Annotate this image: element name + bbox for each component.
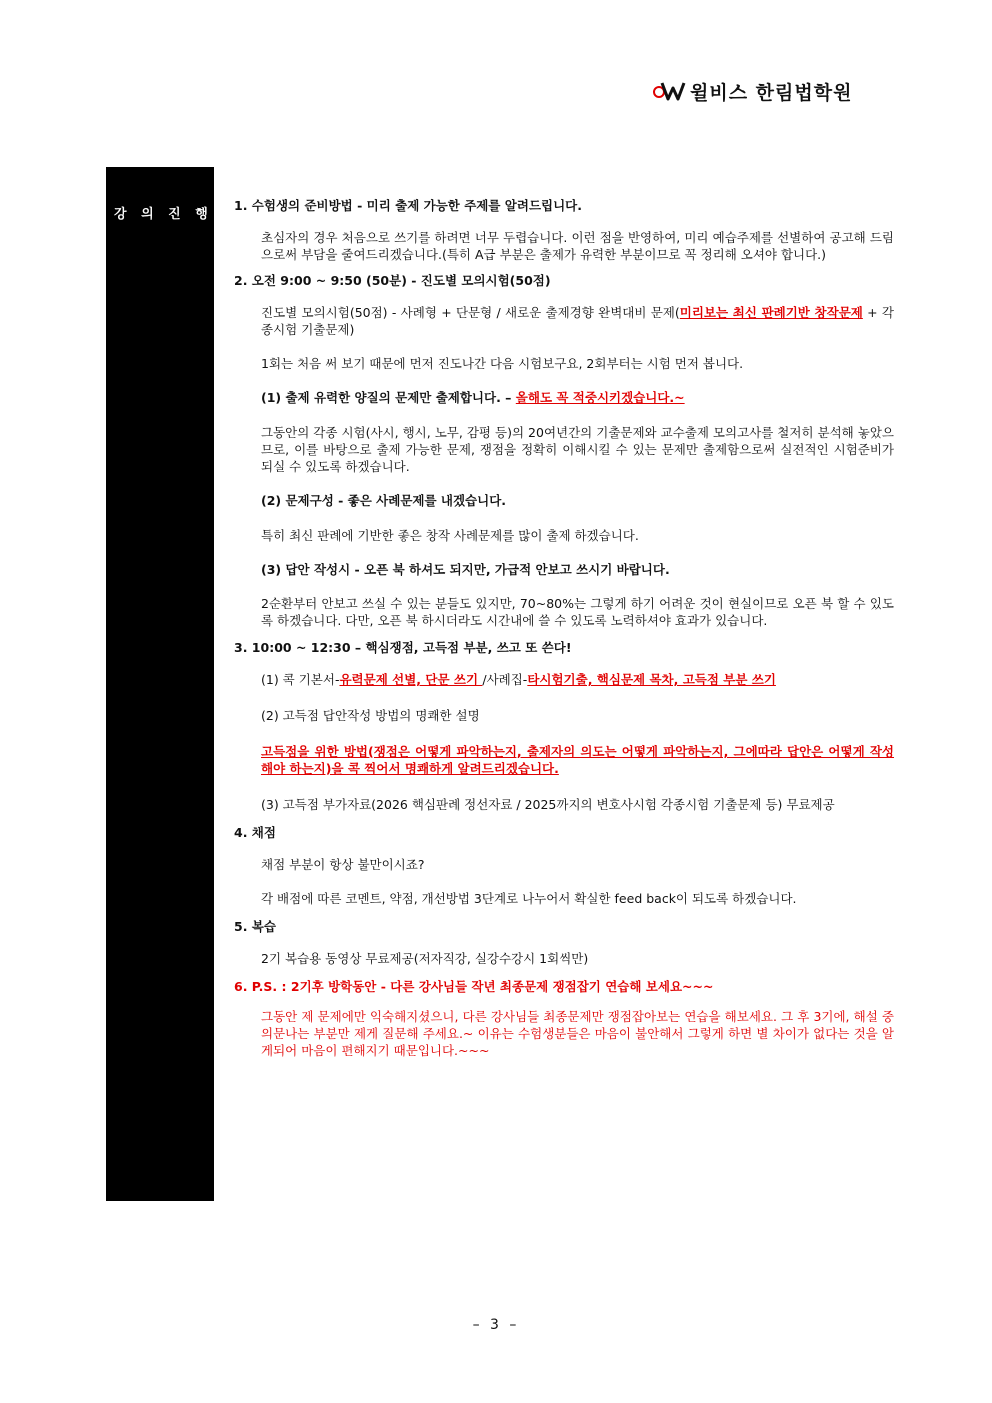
header-logo bbox=[652, 78, 892, 104]
sidebar-label: 강 의 진 행 bbox=[114, 207, 213, 222]
item1-text-a: (1) 콕 기본서- bbox=[261, 672, 340, 687]
section-1-title: 1. 수험생의 준비방법 - 미리 출제 가능한 주제를 알려드립니다. bbox=[234, 198, 582, 213]
section-2-title: 2. 오전 9:00 ~ 9:50 (50분) - 진도별 모의시험(50점) bbox=[234, 273, 551, 288]
section-2-body bbox=[261, 304, 894, 338]
section-2-sub2-body: 특히 최신 판례에 기반한 좋은 창작 사례문제를 많이 출제 하겠습니다. bbox=[261, 528, 639, 543]
section-3-item1 bbox=[261, 671, 894, 688]
main-content bbox=[234, 197, 894, 1059]
section-4-line1: 채점 부분이 항상 불만이시죠? bbox=[261, 857, 425, 872]
sidebar-panel bbox=[106, 167, 214, 1201]
section-4-title: 4. 채점 bbox=[234, 825, 276, 840]
section-2-sub3-title: (3) 답안 작성시 - 오픈 북 하셔도 되지만, 가급적 안보고 쓰시기 바랍니다. bbox=[261, 562, 670, 577]
item1-highlight-1: 유력문제 선별, 단문 쓰기 bbox=[339, 672, 483, 687]
section-5-title: 5. 복습 bbox=[234, 919, 276, 934]
section-2-body-text-a: 진도별 모의시험(50점) - 사례형 + 단문형 / 새로운 출제경향 완벽대비 문제( bbox=[261, 305, 680, 320]
section-2-body-text-b: + 각종시험 기출문제) bbox=[261, 305, 895, 337]
section-2-note: 1회는 처음 써 보기 때문에 먼저 진도나간 다음 시험보구요, 2회부터는 시험 먼저 봅니다. bbox=[261, 356, 744, 371]
section-3-item2-detail: 고득점을 위한 방법(쟁점은 어떻게 파악하는지, 출제자의 의도는 어떻게 파악하는지, 그에따라 답안은 어떻게 작성해야 하는지)을 콕 찍어서 명쾌하게 알려드리겠습니다. bbox=[261, 744, 894, 776]
section-5-line1: 2기 복습용 동영상 무료제공(저자직강, 실강수강시 1회씩만) bbox=[261, 951, 589, 966]
section-2-sub1-title bbox=[261, 389, 894, 406]
section-3-item3: (3) 고득점 부가자료(2026 핵심판례 정선자료 / 2025까지의 변호사시험 각종시험 기출문제 등) 무료제공 bbox=[261, 797, 835, 812]
section-3-title: 3. 10:00 ~ 12:30 – 핵심쟁점, 고득점 부분, 쓰고 또 쓴다! bbox=[234, 640, 572, 655]
section-6-body: 그동안 제 문제에만 익숙해지셨으니, 다른 강사님들 최종문제만 쟁점잡아보는 연습을 해보세요. 그 후 3기에, 해설 중 의문나는 부분만 제게 질문해 주세요.~ 이유는 수험생분들은 마음이 불안해서 그렇게 하면 별 차이가 없다는 것을 알게되어 마음이 편해지기 때문입니다.~~~ bbox=[261, 1009, 894, 1058]
sub1-title-highlight: 올해도 꼭 적중시키겠습니다.~ bbox=[515, 390, 685, 405]
section-1-body: 초심자의 경우 처음으로 쓰기를 하려면 너무 두렵습니다. 이런 점을 반영하여, 미리 예습주제를 선별하여 공고해 드림으로써 부담을 줄여드리겠습니다.(특히 A급 부분은 출제가 유력한 부분이므로 꼭 정리해 오셔야 합니다.) bbox=[261, 230, 894, 262]
item1-text-b: /사례집- bbox=[482, 672, 528, 687]
section-6-title: 6. P.S. : 2기후 방학동안 - 다른 강사님들 작년 최종문제 쟁점잡기 연습해 보세요~~~ bbox=[234, 979, 714, 994]
section-2-sub1-body: 그동안의 각종 시험(사시, 행시, 노무, 감평 등)의 20여년간의 기출문제와 교수출제 모의고사를 철저히 분석해 놓았으므로, 이를 바탕으로 출제 가능한 문제, 쟁점을 정확히 이해시킬 수 있는 문제만 출제함으로써 실전적인 시험준비가 되실 수 있도록 하겠습니다. bbox=[261, 425, 894, 474]
section-2-sub2-title: (2) 문제구성 - 좋은 사례문제를 내겠습니다. bbox=[261, 493, 507, 508]
section-3-item2: (2) 고득점 답안작성 방법의 명쾌한 설명 bbox=[261, 708, 480, 723]
item1-highlight-2: 타시험기출, 핵심문제 목차, 고득점 부분 쓰기 bbox=[527, 672, 776, 687]
section-4-line2: 각 배점에 따른 코멘트, 약점, 개선방법 3단계로 나누어서 확실한 feed back이 되도록 하겠습니다. bbox=[261, 891, 797, 906]
sub1-title-text: (1) 출제 유력한 양질의 문제만 출제합니다. – bbox=[261, 390, 516, 405]
section-2-sub3-body: 2순환부터 안보고 쓰실 수 있는 분들도 있지만, 70~80%는 그렇게 하기 어려운 것이 현실이므로 오픈 북 할 수 있도록 하겠습니다. 다만, 오픈 북 하시더라도 시간내에 쓸 수 있도록 노력하셔야 효과가 있습니다. bbox=[261, 596, 894, 628]
page-number: – 3 – bbox=[472, 1317, 520, 1333]
logo-mark-icon bbox=[652, 79, 686, 103]
section-2-body-highlight: 미리보는 최신 판례기반 창작문제 bbox=[679, 305, 863, 320]
logo-text: 윌비스 한림법학원 bbox=[690, 81, 853, 104]
